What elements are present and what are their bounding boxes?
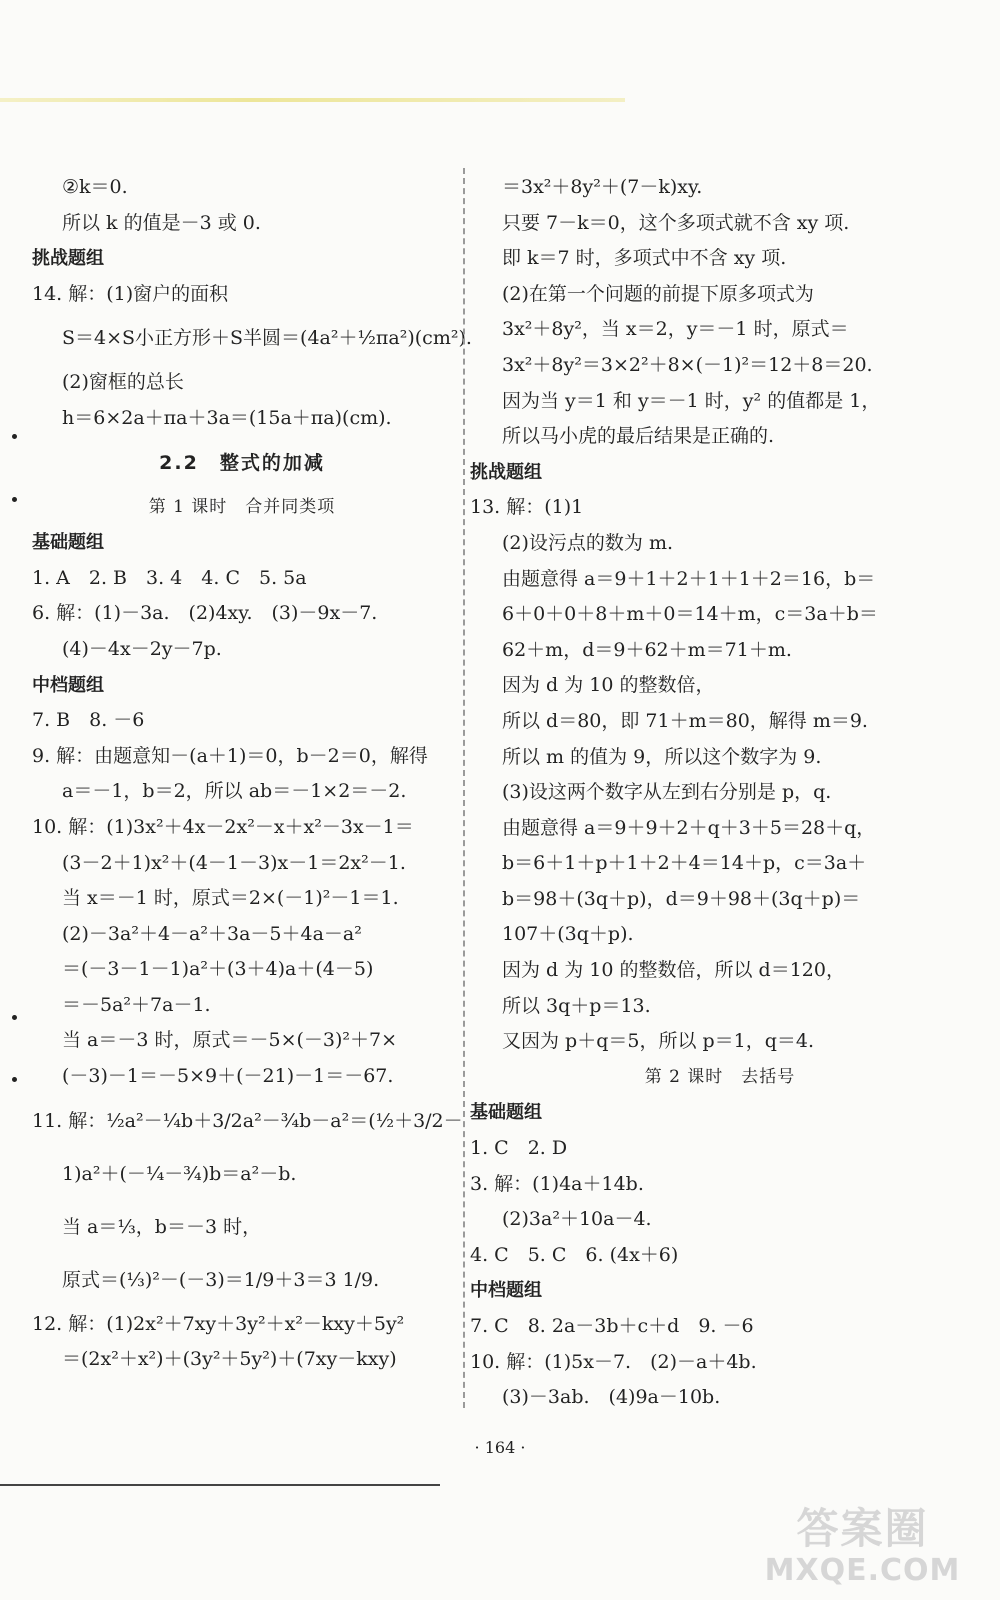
section-heading: 中档题组 — [470, 1280, 542, 1302]
watermark-logo-glyphs: 答案圈 — [796, 1504, 929, 1553]
answer-line: (－3)－1＝－5×9＋(－21)－1＝－67. — [62, 1065, 394, 1088]
answer-line: 12. 解：(1)2x²＋7xy＋3y²＋x²－kxy＋5y² — [32, 1312, 405, 1335]
answer-line: 9. 解：由题意知－(a＋1)＝0，b－2＝0，解得 — [32, 744, 428, 767]
answer-line: a＝－1，b＝2，所以 ab＝－1×2＝－2. — [62, 780, 407, 803]
answer-line: ＝－5a²＋7a－1. — [62, 993, 211, 1016]
answer-line: 由题意得 a＝9＋9＋2＋q＋3＋5＝28＋q， — [502, 816, 876, 839]
section-heading: 挑战题组 — [470, 461, 542, 483]
margin-dot — [12, 434, 17, 439]
answer-line: 6. 解：(1)－3a. (2)4xy. (3)－9x－7. — [32, 602, 378, 625]
margin-dot — [12, 1015, 17, 1020]
answer-line: 因为 d 为 10 的整数倍， — [502, 674, 715, 697]
answer-line: 6＋0＋0＋8＋m＋0＝14＋m，c＝3a＋b＝ — [502, 603, 878, 626]
answer-line: ＝3x²＋8y²＋(7－k)xy. — [502, 176, 703, 198]
answer-line: (2)－3a²＋4－a²＋3a－5＋4a－a² — [62, 922, 362, 945]
section-heading: 中档题组 — [32, 674, 104, 696]
answer-line: (4)－4x－2y－7p. — [62, 637, 222, 660]
margin-dot — [12, 1077, 17, 1082]
section-heading: 基础题组 — [32, 532, 104, 554]
answer-line: 3x²＋8y²＝3×2²＋8×(－1)²＝12＋8＝20. — [502, 353, 873, 376]
answer-line: 又因为 p＋q＝5，所以 p＝1，q＝4. — [502, 1030, 815, 1053]
watermark-url: MXQE.COM — [764, 1553, 961, 1588]
answer-line: 所以 d＝80，即 71＋m＝80，解得 m＝9. — [502, 709, 868, 732]
answer-line: 107＋(3q＋p). — [502, 923, 634, 946]
left-column — [32, 170, 472, 1378]
answer-line: 所以 k 的值是－3 或 0. — [62, 211, 261, 234]
answer-line: 当 a＝－3 时，原式＝－5×(－3)²＋7× — [62, 1029, 398, 1052]
answer-line: b＝98＋(3q＋p)，d＝9＋98＋(3q＋p)＝ — [502, 887, 861, 910]
answer-line: 7. B 8. －6 — [32, 709, 145, 732]
answer-line: 13. 解：(1)1 — [470, 496, 584, 519]
section-heading: 基础题组 — [470, 1102, 542, 1124]
bottom-rule — [0, 1484, 440, 1486]
answer-line: 10. 解：(1)5x－7. (2)－a＋4b. — [470, 1350, 757, 1373]
answer-line: 原式＝(⅓)²－(－3)＝1/9＋3＝3 1/9. — [62, 1268, 380, 1291]
answer-line: (3－2＋1)x²＋(4－1－3)x－1＝2x²－1. — [62, 851, 406, 874]
answer-line: 1. A 2. B 3. 4 4. C 5. 5a — [32, 566, 307, 589]
answer-line: (2)设污点的数为 m. — [502, 531, 674, 554]
section-heading: 挑战题组 — [32, 248, 104, 270]
answer-line: 所以马小虎的最后结果是正确的. — [502, 425, 775, 448]
answer-line: 所以 3q＋p＝13. — [502, 994, 651, 1017]
answer-line: S＝4×S小正方形＋S半圆＝(4a²＋½πa²)(cm²). — [62, 327, 472, 350]
watermark-logo — [755, 1505, 970, 1595]
answer-line: 由题意得 a＝9＋1＋2＋1＋1＋2＝16，b＝ — [502, 567, 876, 590]
answer-line: 7. C 8. 2a－3b＋c＋d 9. －6 — [470, 1315, 754, 1337]
answer-line: ＝(－3－1－1)a²＋(3＋4)a＋(4－5) — [62, 958, 374, 981]
answer-line: 14. 解：(1)窗户的面积 — [32, 282, 229, 305]
answer-line: 即 k＝7 时，多项式中不含 xy 项. — [502, 247, 787, 270]
answer-line: b＝6＋1＋p＋1＋2＋4＝14＋p，c＝3a＋ — [502, 852, 867, 875]
answer-line: h＝6×2a＋πa＋3a＝(15a＋πa)(cm). — [62, 406, 392, 429]
answer-line: (3)设这两个数字从左到右分别是 p，q. — [502, 781, 832, 804]
answer-line: 只要 7－k＝0，这个多项式就不含 xy 项. — [502, 211, 850, 234]
page-number-value: 164 — [484, 1438, 516, 1457]
answer-line: 1. C 2. D — [470, 1137, 568, 1160]
lesson-title: 第 2 课时 去括号 — [644, 1066, 796, 1087]
answer-line: 3x²＋8y²，当 x＝2，y＝－1 时，原式＝ — [502, 318, 849, 341]
top-highlight-rule — [0, 98, 625, 102]
answer-line: 10. 解：(1)3x²＋4x－2x²－x＋x²－3x－1＝ — [32, 815, 414, 838]
page-number: · 164 · — [474, 1438, 526, 1457]
lesson-title: 第 1 课时 合并同类项 — [148, 496, 336, 517]
column-divider — [463, 168, 465, 1408]
chapter-title: 2.2 整式的加减 — [159, 451, 325, 474]
answer-line: 62＋m，d＝9＋62＋m＝71＋m. — [502, 638, 792, 661]
answer-line: 因为当 y＝1 和 y＝－1 时，y² 的值都是 1， — [502, 389, 881, 412]
answer-line: (2)窗框的总长 — [62, 371, 184, 394]
answer-line: 4. C 5. C 6. (4x＋6) — [470, 1243, 679, 1266]
answer-line: ＝(2x²＋x²)＋(3y²＋5y²)＋(7xy－kxy) — [62, 1348, 397, 1371]
answer-line: 3. 解：(1)4a＋14b. — [470, 1172, 644, 1195]
margin-dot — [12, 497, 17, 502]
answer-line: ②k＝0. — [62, 176, 128, 198]
answer-line: 所以 m 的值为 9，所以这个数字为 9. — [502, 745, 822, 768]
answer-line: 当 a＝⅓，b＝－3 时， — [62, 1215, 262, 1238]
right-column — [470, 170, 970, 1416]
answer-line: 11. 解：½a²－¼b＋3/2a²－¾b－a²＝(½＋3/2－ — [32, 1109, 463, 1132]
answer-line: (2)在第一个问题的前提下原多项式为 — [502, 282, 814, 305]
answer-line: 当 x＝－1 时，原式＝2×(－1)²－1＝1. — [62, 887, 399, 910]
answer-line: 因为 d 为 10 的整数倍，所以 d＝120， — [502, 959, 845, 982]
answer-line: (2)3a²＋10a－4. — [502, 1208, 652, 1231]
answer-line: 1)a²＋(－¼－¾)b＝a²－b. — [62, 1162, 297, 1185]
answer-line: (3)－3ab. (4)9a－10b. — [502, 1386, 721, 1409]
